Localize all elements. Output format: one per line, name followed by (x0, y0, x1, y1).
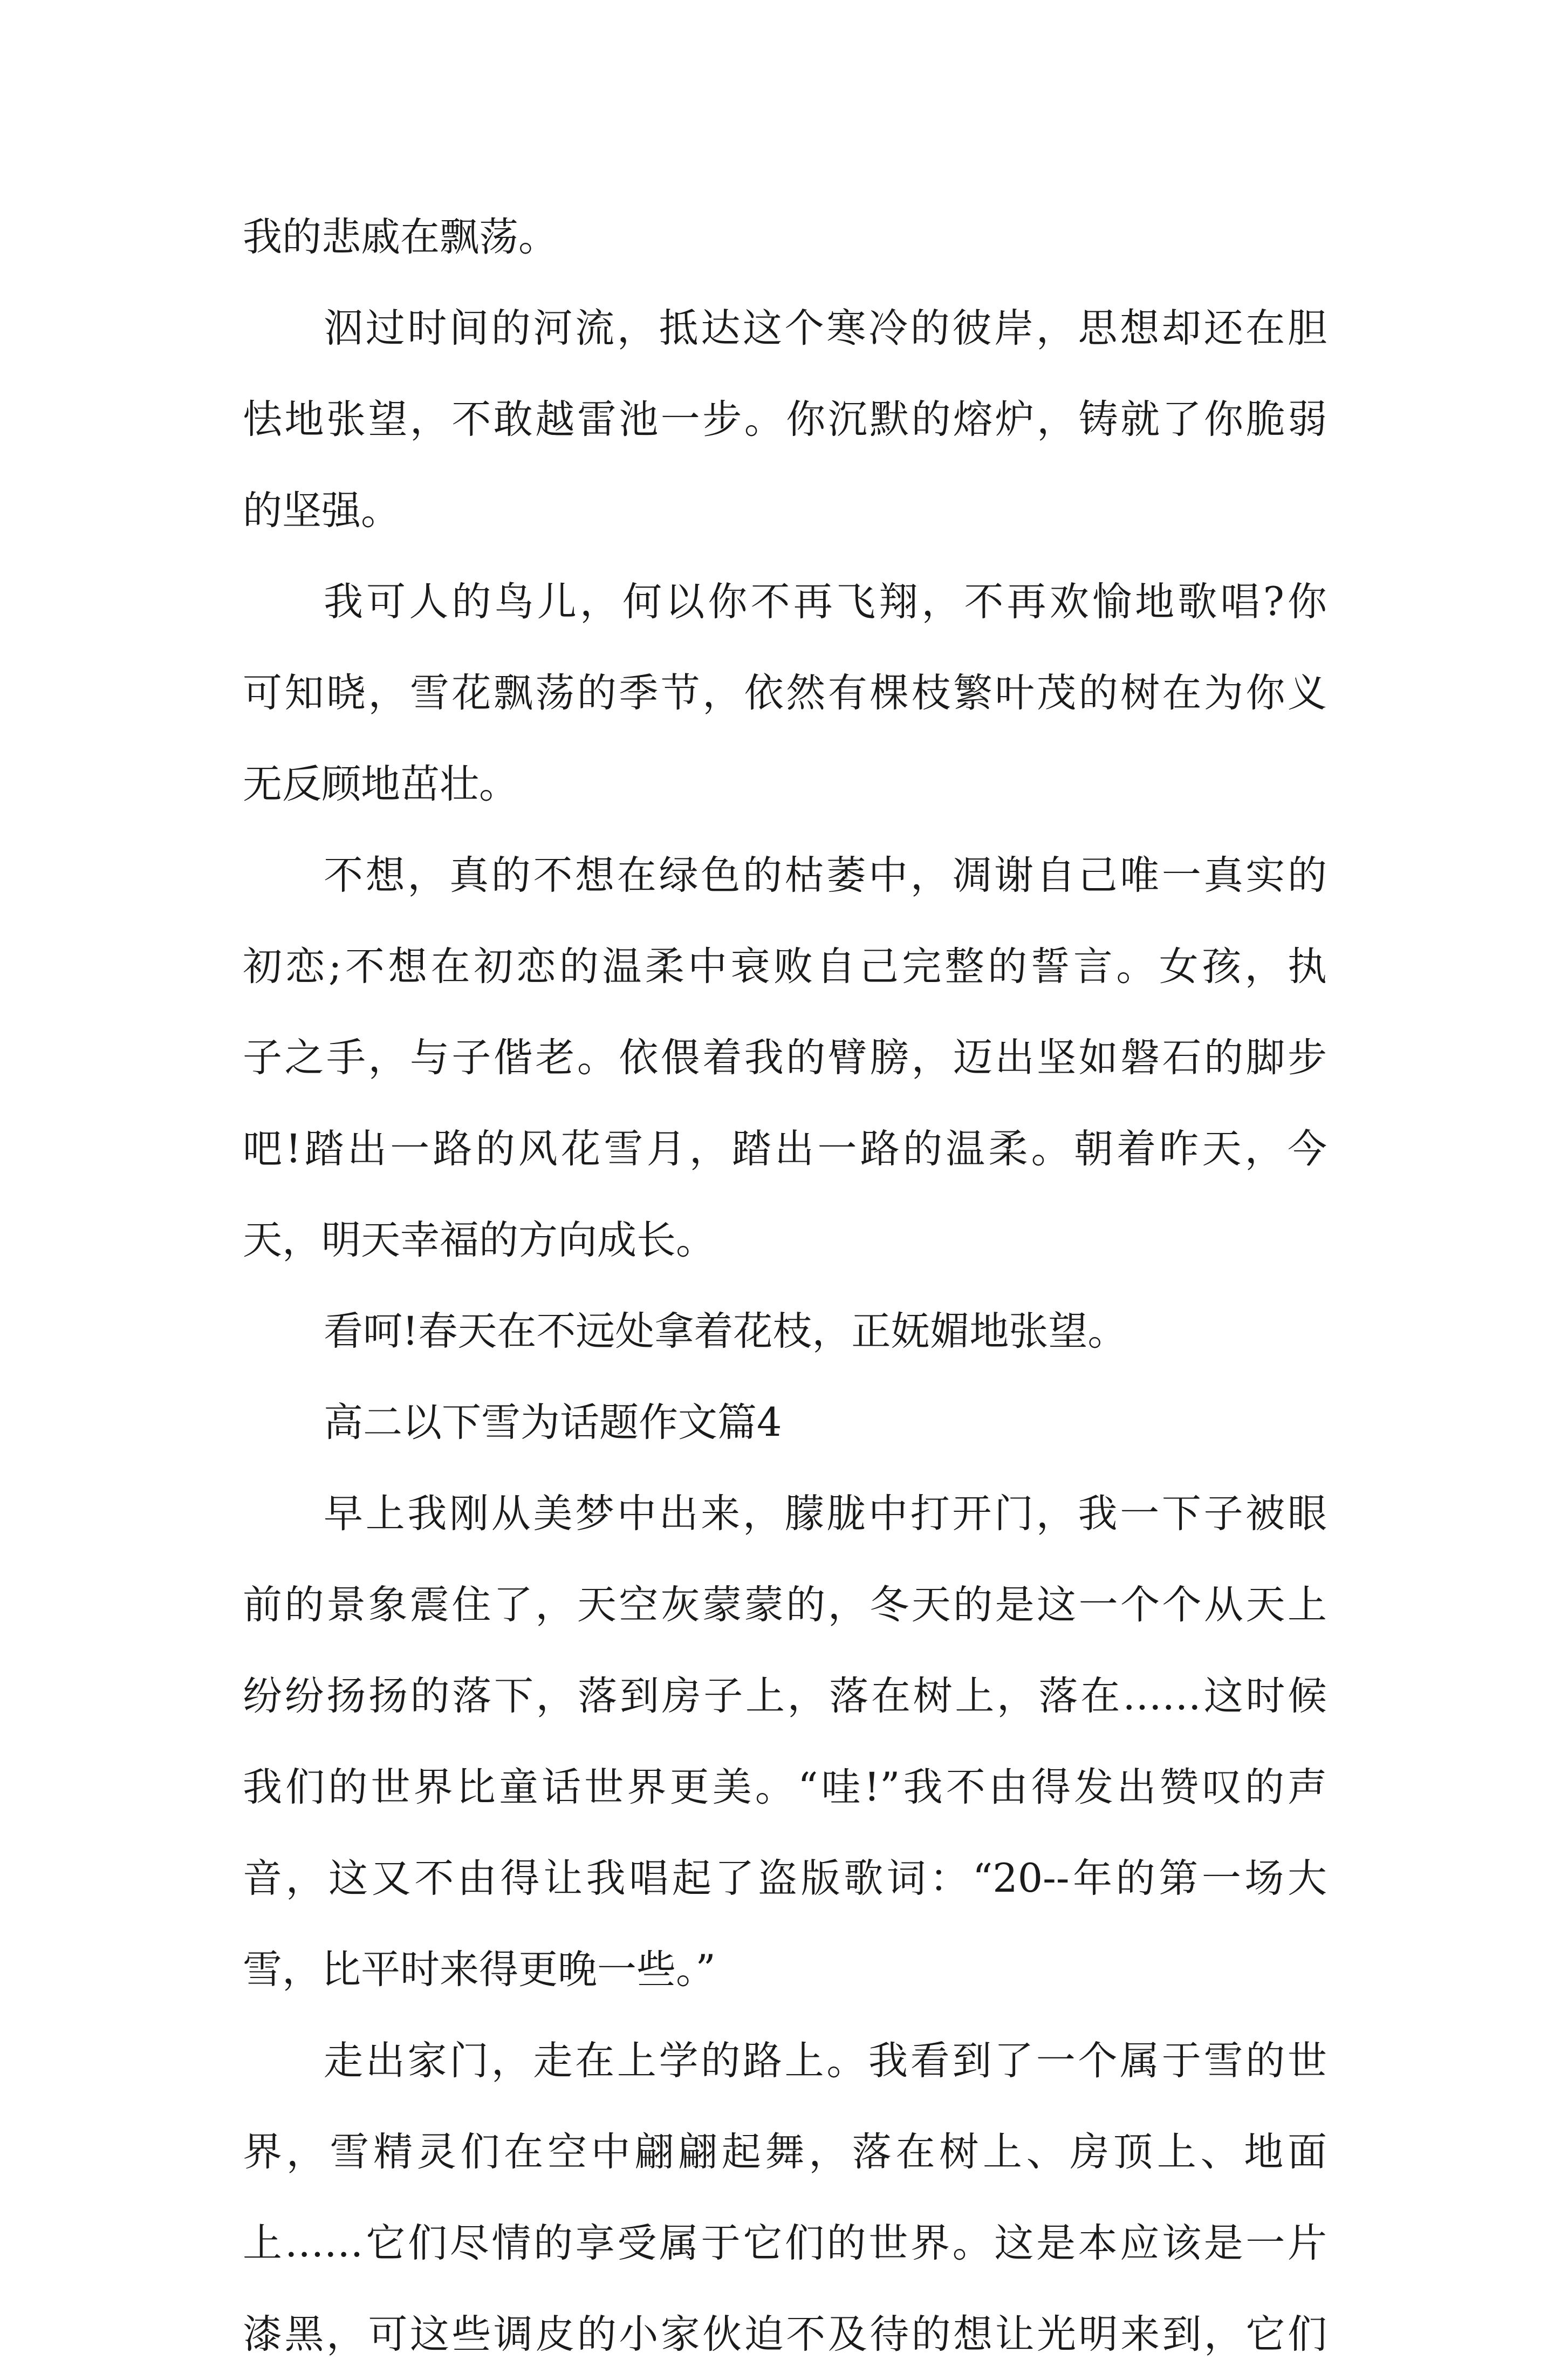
text-line: 漆黑，可这些调皮的小家伙迫不及待的想让光明来到，它们 (243, 2311, 1327, 2357)
paragraph-start-line: 不想，真的不想在绿色的枯萎中，凋谢自己唯一真实的 (324, 853, 1327, 898)
text-line: 我的悲戚在飘荡。 (243, 214, 558, 260)
text-line: 音，这又不由得让我唱起了盗版歌词：“20--年的第一场大 (243, 1856, 1327, 1901)
paragraph-start-line: 走出家门，走在上学的路上。我看到了一个属于雪的世 (324, 2038, 1327, 2084)
text-line: 吧!踏出一路的风花雪月，踏出一路的温柔。朝着昨天，今 (243, 1126, 1327, 1172)
text-line: 上……它们尽情的享受属于它们的世界。这是本应该是一片 (243, 2220, 1327, 2266)
text-line: 我们的世界比童话世界更美。“哇!”我不由得发出赞叹的声 (243, 1764, 1327, 1810)
text-line: 初恋;不想在初恋的温柔中衰败自己完整的誓言。女孩，执 (243, 944, 1327, 990)
text-line: 子之手，与子偕老。依偎着我的臂膀，迈出坚如磐石的脚步 (243, 1035, 1327, 1081)
document-page (243, 192, 1327, 2380)
paragraph-start-line: 看呵!春天在不远处拿着花枝，正妩媚地张望。 (324, 1308, 1127, 1354)
paragraph-start-line: 泅过时间的河流，抵达这个寒冷的彼岸，思想却还在胆 (324, 305, 1327, 351)
text-line: 怯地张望，不敢越雷池一步。你沉默的熔炉，铸就了你脆弱 (243, 397, 1327, 442)
text-line: 纷纷扬扬的落下，落到房子上，落在树上，落在……这时候 (243, 1673, 1327, 1719)
text-line: 天，明天幸福的方向成长。 (243, 1217, 715, 1263)
paragraph-start-line: 早上我刚从美梦中出来，朦胧中打开门，我一下子被眼 (324, 1491, 1327, 1537)
text-line: 的坚强。 (243, 488, 400, 534)
paragraph-start-line: 我可人的鸟儿，何以你不再飞翔，不再欢愉地歌唱?你 (324, 579, 1327, 625)
text-line: 可知晓，雪花飘荡的季节，依然有棵枝繁叶茂的树在为你义 (243, 670, 1327, 716)
text-line: 界，雪精灵们在空中翩翩起舞，落在树上、房顶上、地面 (243, 2129, 1327, 2175)
section-heading: 高二以下雪为话题作文篇4 (324, 1400, 782, 1445)
text-line: 前的景象震住了，天空灰蒙蒙的，冬天的是这一个个从天上 (243, 1582, 1327, 1628)
text-line: 无反顾地茁壮。 (243, 761, 518, 807)
text-line: 雪，比平时来得更晚一些。” (243, 1947, 716, 1993)
